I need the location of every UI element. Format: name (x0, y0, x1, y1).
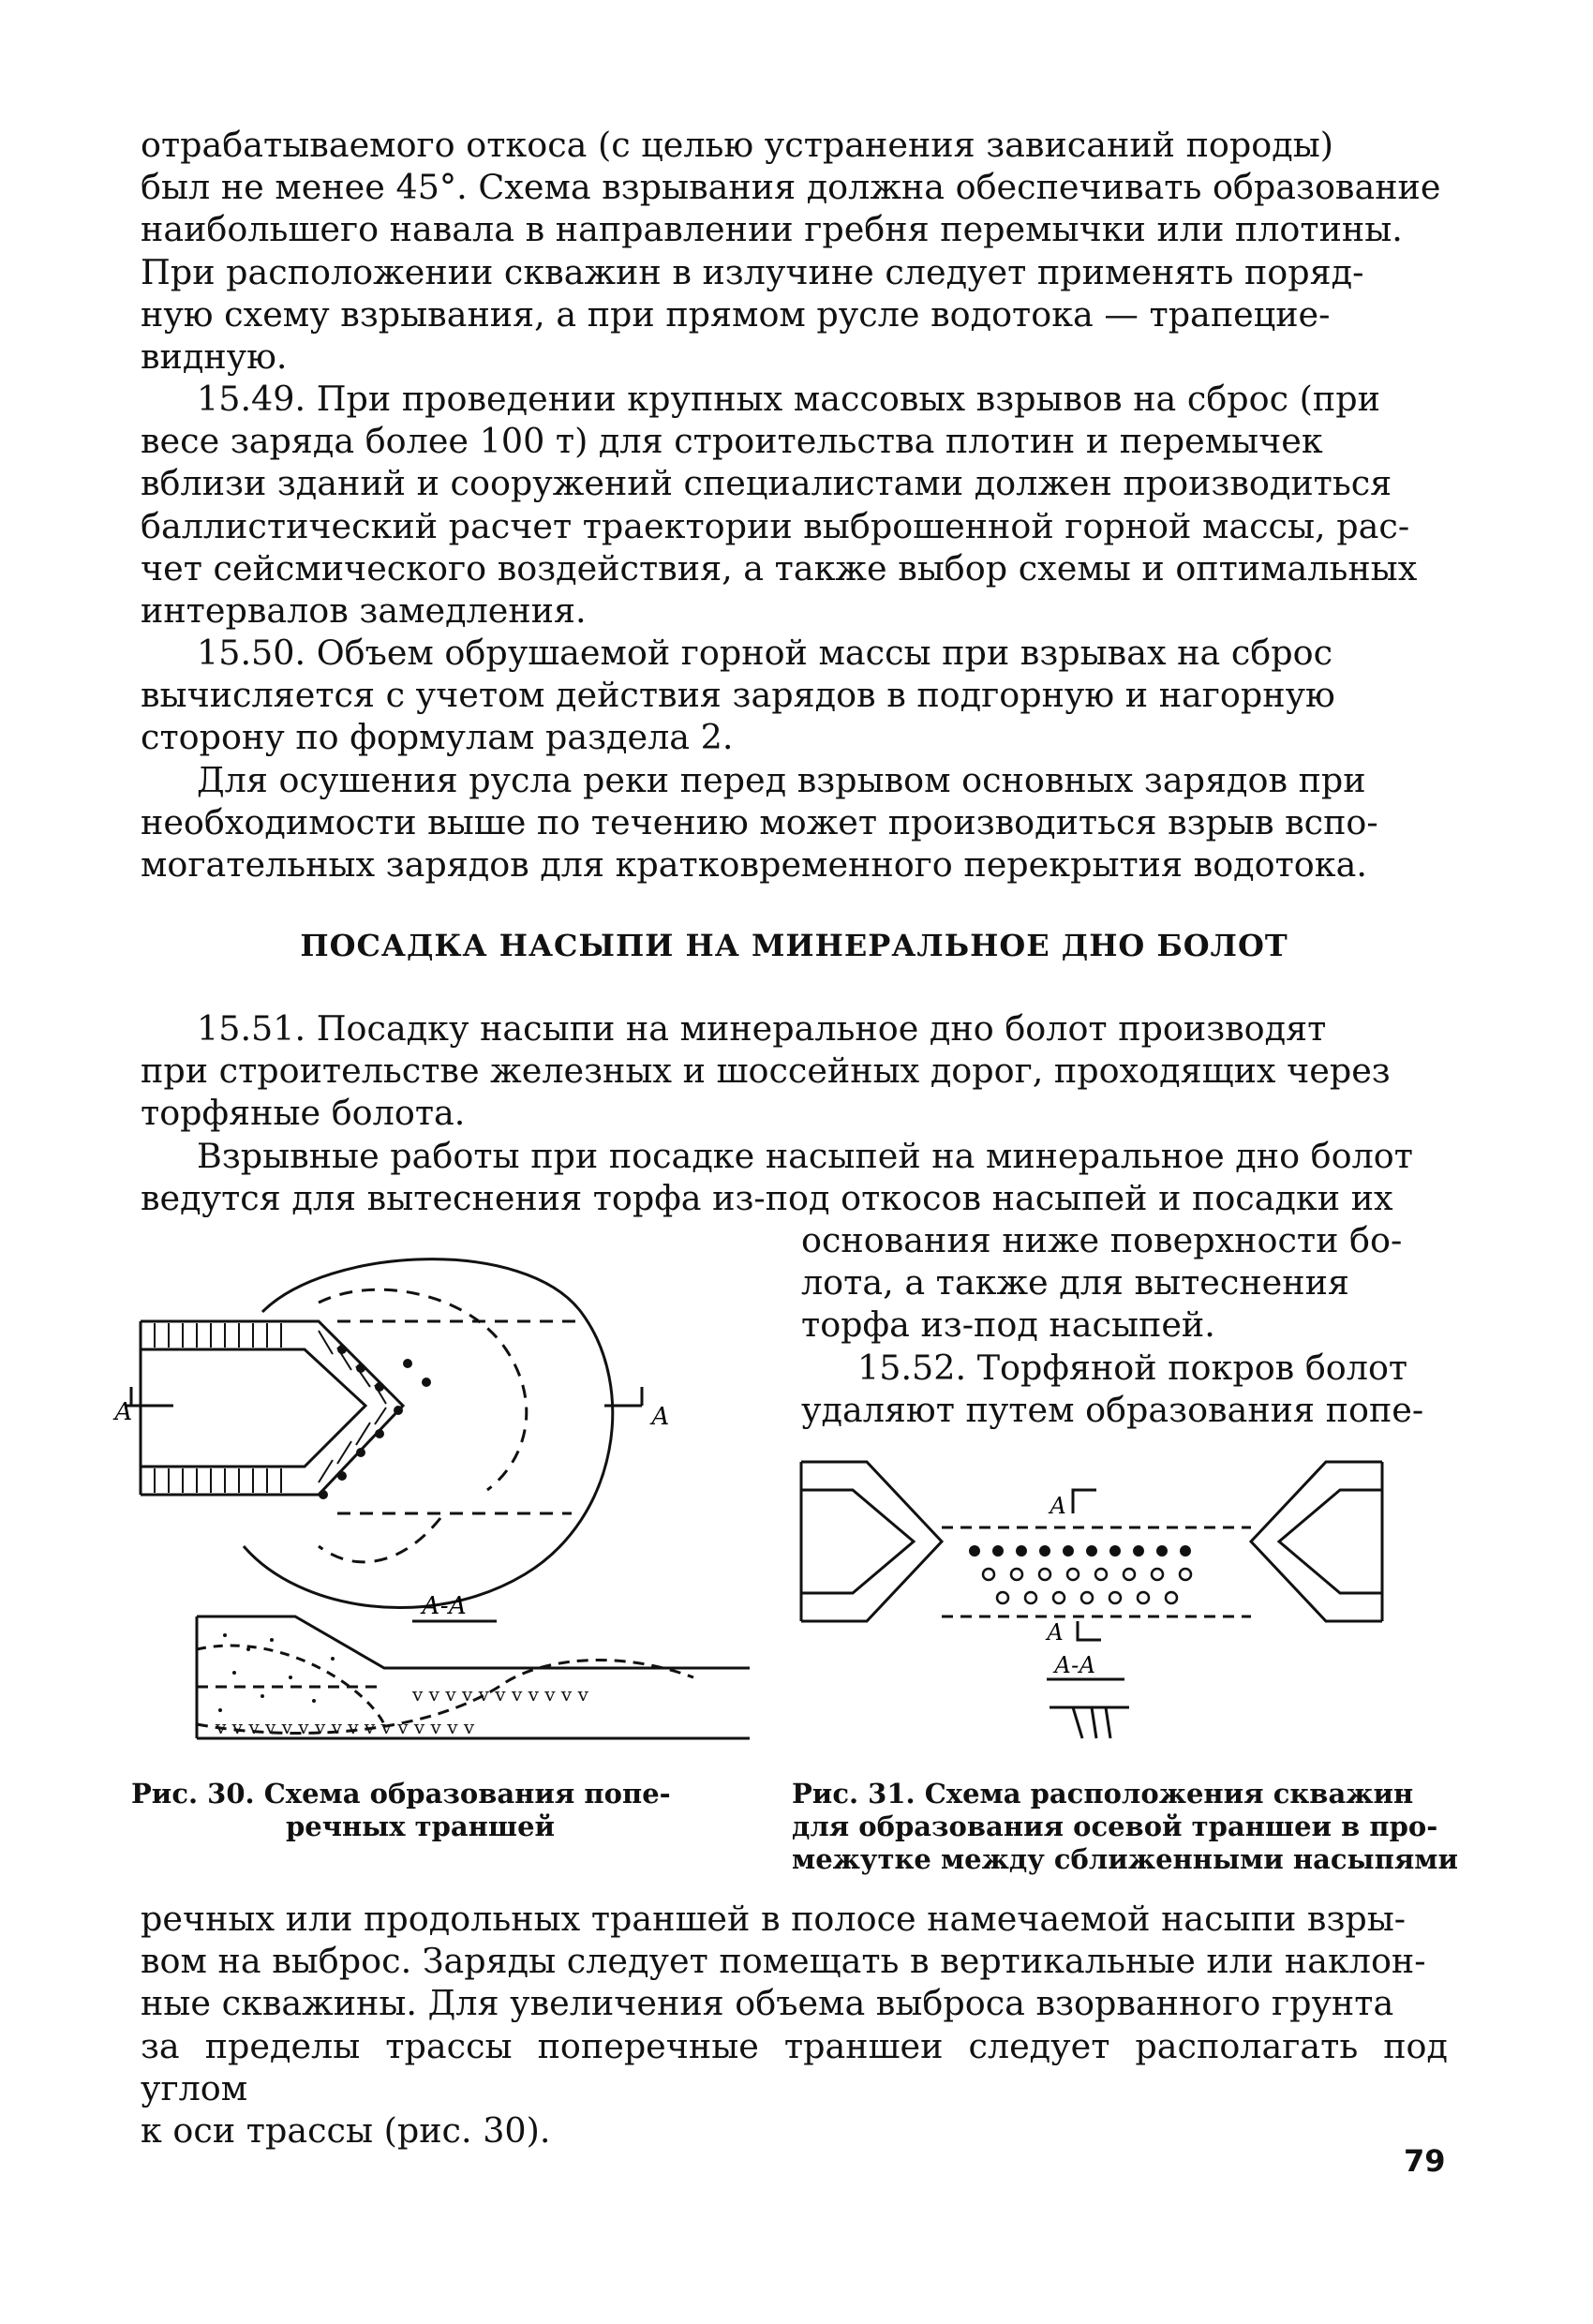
text-line: торфа из-под насыпей. (801, 1304, 1215, 1346)
text-line: видную. (141, 336, 288, 378)
caption-line: Рис. 31. Схема расположения скважин (792, 1778, 1414, 1810)
text-line: 15.52. Торфяной покров болот (857, 1348, 1408, 1388)
caption-line: межутке между сближенными насыпями (792, 1843, 1458, 1875)
paragraph-15-51 (141, 1007, 1448, 1135)
text-line: речных или продольных траншей в полосе намечаемой насыпи взры- (141, 1899, 1407, 1939)
paragraph-15-50 (141, 632, 1448, 759)
text-line: необходимости выше по течению может производиться взрыв вспо- (141, 802, 1378, 843)
page-number: 79 (1404, 2143, 1446, 2179)
text-line: лота, а также для вытеснения (801, 1262, 1349, 1304)
figure-31-caption (792, 1778, 1458, 1876)
text-line: 15.49. При проведении крупных массовых взрывов на сброс (при (197, 379, 1380, 419)
text-line: 15.51. Посадку насыпи на минеральное дно болот производят (197, 1008, 1327, 1049)
text-line: Для осушения русла реки перед взрывом основных зарядов при (197, 760, 1366, 800)
text-line: интервалов замедления. (141, 590, 587, 632)
paragraph-continuation (141, 124, 1448, 378)
section-aa-label: А-А (422, 1592, 468, 1620)
text-line: основания ниже поверхности бо- (801, 1220, 1403, 1260)
svg-text:v v v v v v v v v v v v v v v: v v v v v v v v v v v v v v v v (216, 1716, 475, 1738)
paragraph-15-49 (141, 378, 1448, 632)
text-line: торфяные болота. (141, 1093, 466, 1134)
text-line: ную схему взрывания, а при прямом русле водотока — трапецие- (141, 293, 1331, 335)
text-line: вблизи зданий и сооружений специалистами должен производиться (141, 463, 1392, 504)
caption-line: для образования осевой траншеи в про- (792, 1810, 1438, 1842)
paragraph-15-52 (801, 1347, 1448, 1431)
text-line: удаляют путем образования попе- (801, 1390, 1424, 1431)
text-line: 15.50. Объем обрушаемой горной массы при взрывах на сброс (197, 633, 1333, 673)
section-heading: ПОСАДКА НАСЫПИ НА МИНЕРАЛЬНОЕ ДНО БОЛОТ (300, 928, 1288, 963)
text-line: весе заряда более 100 т) для строительства плотин и перемычек (141, 421, 1323, 462)
figure-31-diagram (801, 1462, 1382, 1771)
text-line: чет сейсмического воздействия, а также выбор схемы и оптимальных (141, 547, 1418, 588)
caption-line: Рис. 30. Схема образования попе- (131, 1778, 671, 1810)
figure-30-caption (131, 1778, 671, 1843)
paragraph-blasting (141, 1135, 1448, 1219)
section-label-a-right: А (651, 1403, 670, 1431)
section-label-a-top: А (1050, 1493, 1067, 1519)
section-aa-label: А-А (1054, 1652, 1096, 1678)
text-line: могательных зарядов для кратковременного перекрытия водотока. (141, 844, 1367, 886)
text-line: баллистический расчет траектории выброшенной горной массы, рас- (141, 505, 1410, 546)
text-line: за пределы трассы поперечные траншеи следует располагать под углом (141, 2025, 1448, 2108)
svg-text:v v v v v v v v v v v: v v v v v v v v v v v (412, 1683, 588, 1706)
text-line: отрабатываемого откоса (с целью устранения зависаний породы) (141, 125, 1333, 165)
text-line: при строительстве железных и шоссейных дорог, проходящих через (141, 1050, 1391, 1092)
text-line: При расположении скважин в излучине следует применять поряд- (141, 251, 1364, 292)
paragraph-continuation-trenches (141, 1898, 1448, 2152)
text-line: ные скважины. Для увеличения объема выброса взорванного грунта (141, 1983, 1394, 2024)
paragraph-drainage (141, 759, 1448, 886)
text-line: вычисляется с учетом действия зарядов в подгорную и нагорную (141, 675, 1335, 716)
text-line: наибольшего навала в направлении гребня перемычки или плотины. (141, 209, 1403, 250)
section-label-a-bottom: А (1047, 1619, 1064, 1646)
paragraph-blasting-side (801, 1219, 1448, 1347)
text-line: Взрывные работы при посадке насыпей на минеральное дно болот (197, 1136, 1413, 1176)
text-line: сторону по формулам раздела 2. (141, 717, 734, 758)
text-line: вом на выброс. Заряды следует помещать в вертикальные или наклон- (141, 1941, 1426, 1982)
section-label-a-left: А (114, 1398, 133, 1426)
text-line: ведутся для вытеснения торфа из-под откосов насыпей и посадки их (141, 1178, 1393, 1219)
caption-line: речных траншей (286, 1810, 556, 1842)
text-line: был не менее 45°. Схема взрывания должна обеспечивать образование (141, 167, 1441, 208)
figure-30-diagram (114, 1237, 731, 1762)
text-line: к оси трассы (рис. 30). (141, 2110, 551, 2152)
